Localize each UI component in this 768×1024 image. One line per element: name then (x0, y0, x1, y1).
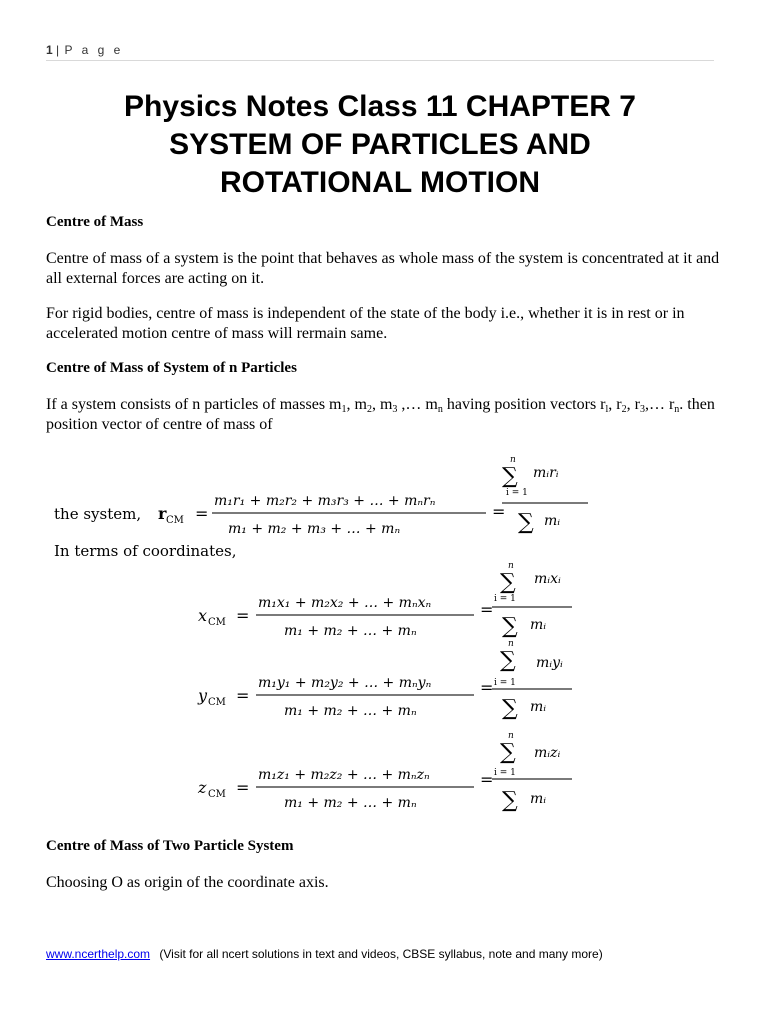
page-footer (46, 947, 603, 961)
rcm-equals: = (195, 504, 209, 523)
rcm-symbol: r (158, 504, 167, 523)
rcm-equals-2: = (492, 502, 506, 521)
ycm-sum-lower: i = 1 (494, 678, 516, 688)
ycm-denominator: m₁ + m₂ + … + mₙ (284, 703, 417, 719)
zcm-equals: = (236, 778, 250, 797)
rcm-den-sigma: ∑ (518, 510, 534, 535)
coordinates-label: In terms of coordinates, (54, 542, 237, 560)
page-number: 1 (46, 43, 53, 57)
rcm-subscript: CM (166, 515, 184, 526)
rcm-sum-lower: i = 1 (506, 488, 528, 498)
heading-centre-of-mass: Centre of Mass (46, 214, 144, 230)
xcm-equals-2: = (480, 600, 494, 619)
ycm-equals-2: = (480, 678, 494, 697)
zcm-equals-2: = (480, 770, 494, 789)
zcm-subscript: CM (208, 789, 226, 800)
formula-intro: the system, (54, 505, 142, 523)
xcm-denominator: m₁ + m₂ + … + mₙ (284, 623, 417, 639)
xcm-subscript: CM (208, 617, 226, 628)
page-header (46, 43, 123, 57)
ycm-sum-upper: n (508, 639, 514, 649)
website-link[interactable]: www.ncerthelp.com (46, 947, 151, 961)
page-separator: | (56, 43, 60, 57)
header-divider (46, 60, 714, 61)
ycm-equals: = (236, 686, 250, 705)
rcm-numerator: m₁r₁ + m₂r₂ + m₃r₃ + … + mₙrₙ (214, 493, 436, 509)
xcm-numerator: m₁x₁ + m₂x₂ + … + mₙxₙ (258, 595, 432, 611)
xcm-sum-term: mᵢxᵢ (534, 571, 561, 587)
footer-note: (Visit for all ncert solutions in text and videos, CBSE syllabus, note and many more) (159, 947, 603, 961)
ycm-den-term: mᵢ (530, 699, 547, 715)
paragraph-com-definition: Centre of mass of a system is the point that behaves as whole mass of the system is concentrated at it and all external forces are acting on it. (46, 250, 720, 287)
rcm-denominator: m₁ + m₂ + m₃ + … + mₙ (228, 521, 401, 537)
ycm-den-sigma: ∑ (502, 696, 518, 721)
ycm-subscript: CM (208, 697, 226, 708)
zcm-sum-term: mᵢzᵢ (534, 745, 561, 761)
zcm-symbol: z (198, 778, 207, 797)
zcm-denominator: m₁ + m₂ + … + mₙ (284, 795, 417, 811)
xcm-sum-lower: i = 1 (494, 594, 516, 604)
zcm-numerator: m₁z₁ + m₂z₂ + … + mₙzₙ (258, 767, 430, 783)
heading-n-particles: Centre of Mass of System of n Particles (46, 360, 297, 376)
zcm-den-sigma: ∑ (502, 788, 518, 813)
paragraph-two-particle: Choosing O as origin of the coordinate axis. (46, 874, 329, 891)
xcm-den-term: mᵢ (530, 617, 547, 633)
rcm-sum-term: mᵢrᵢ (533, 465, 559, 481)
xcm-sum-upper: n (508, 561, 514, 571)
xcm-symbol: x (198, 606, 208, 625)
zcm-sigma: ∑ (500, 740, 516, 765)
zcm-sum-lower: i = 1 (494, 768, 516, 778)
rcm-sigma: ∑ (502, 464, 518, 489)
paragraph-com-rigid-bodies: For rigid bodies, centre of mass is independent of the state of the body i.e., whether it is in rest or in accelerated motion centre of mass will rermain same. (46, 305, 685, 342)
xcm-equals: = (236, 606, 250, 625)
paragraph-n-particles: If a system consists of n particles of masses $m_1$, $m_2$, $m_3$ ,… $m_n$ having position vectors $r_l$, $r_2$, $r_3,\dots$ $r_n$. then position vector of centre of mass of (46, 396, 715, 433)
page-label: P a g e (64, 43, 124, 57)
zcm-sum-upper: n (508, 731, 514, 741)
title-line-3: ROTATIONAL MOTION (220, 166, 540, 199)
rcm-den-term: mᵢ (544, 513, 561, 529)
document-title (46, 88, 714, 202)
ycm-sum-term: mᵢyᵢ (536, 655, 563, 671)
ycm-sigma: ∑ (500, 648, 516, 673)
title-line-2: SYSTEM OF PARTICLES AND (169, 128, 591, 161)
centre-of-mass-formula-image (40, 447, 600, 827)
zcm-den-term: mᵢ (530, 791, 547, 807)
ycm-numerator: m₁y₁ + m₂y₂ + … + mₙyₙ (258, 675, 432, 691)
title-line-1: Physics Notes Class 11 CHAPTER 7 (124, 90, 636, 123)
rcm-sum-upper: n (510, 455, 516, 465)
heading-two-particle: Centre of Mass of Two Particle System (46, 838, 294, 854)
ycm-symbol: y (198, 686, 208, 705)
xcm-den-sigma: ∑ (502, 614, 518, 639)
xcm-sigma: ∑ (500, 570, 516, 595)
